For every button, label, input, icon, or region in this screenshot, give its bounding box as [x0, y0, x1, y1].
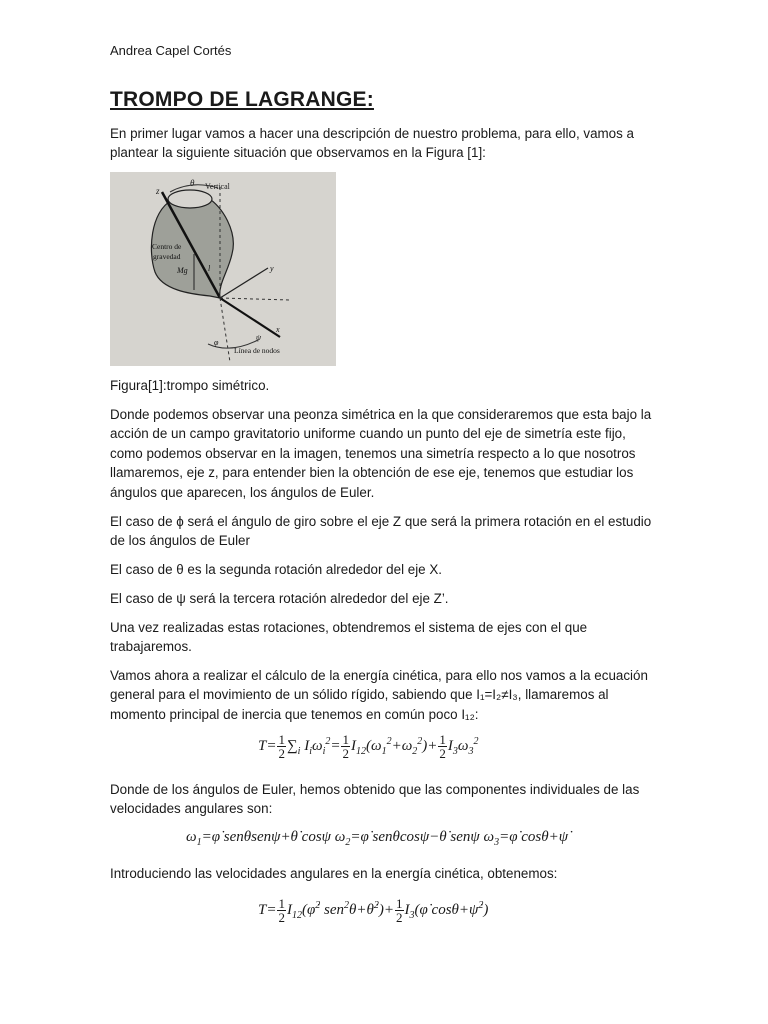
label-psi: ψ — [256, 333, 261, 342]
equation-kinetic-euler: T= $\frac{1}{2}$ $I_{12}(\varphi̇^2$ sen$^2$θ+θ̇$^2$)+ $\frac{1}{2}$ $I_3(\varphi̇$ cosθ+ψ̇$^2$) — [258, 896, 489, 925]
node-line — [220, 298, 280, 337]
paragraph-description: Donde podemos observar una peonza simétrica en la que consideraremos que esta bajo la acción de un campo gravitatorio uniforme cuando un punto del eje de simetría este fijo, como podemos observar en la imagen, tenemos una simetría respecto a lo que nosotros llamaremos, eje z, para entender bien la obtención de ese eje, tenemos que estudiar los ángulos que aparecen, los ángulos de Euler. — [110, 407, 652, 500]
label-z: z — [156, 186, 160, 196]
label-phi: φ — [214, 338, 219, 347]
intro-paragraph: En primer lugar vamos a hacer una descripción de nuestro problema, para ello, vamos a plantear la siguiente situación que observamos en la Figura [1]: — [110, 126, 634, 161]
paragraph-theta: El caso de θ es la segunda rotación alrededor del eje X. — [110, 562, 443, 577]
document-title: TROMPO DE LAGRANGE: — [110, 88, 374, 111]
paragraph-phi: El caso de ϕ será el ángulo de giro sobre el eje Z que será la primera rotación en el estudio de los ángulos de Euler — [110, 514, 652, 549]
paragraph-kinetic: Vamos ahora a realizar el cálculo de la energía cinética, para ello nos vamos a la ecuación general para el movimiento de un sólido rígido, sabiendo que I₁=I₂≠I₃, llamaremos al momento principal de inercia que tenemos en común poco I₁₂: — [110, 668, 648, 722]
label-theta: θ — [190, 178, 195, 188]
label-centro: Centro de — [152, 242, 182, 251]
top-rim — [168, 190, 212, 208]
paragraph-substitution: Introduciendo las velocidades angulares en la energía cinética, obtenemos: — [110, 866, 558, 881]
paragraph-components: Donde de los ángulos de Euler, hemos obtenido que las componentes individuales de las velocidades angulares son: — [110, 782, 640, 817]
top-diagram — [110, 172, 336, 366]
equation-kinetic-energy: T= $\frac{1}{2}$ $\sum_i$ $I_i\omega_i^2=$ $\frac{1}{2}$ $I_{12}(\omega_1^2+\omega_2^2)+$ $\frac{1}{2}$ $I_3\omega_3^2$ — [258, 732, 479, 761]
label-x: x — [276, 325, 280, 334]
figure-caption: Figura[1]:trompo simétrico. — [110, 378, 270, 393]
label-mg: Mg — [177, 266, 188, 275]
label-vertical: Vertical — [205, 182, 230, 191]
lower-dashed-line — [220, 298, 230, 362]
y-axis-line — [220, 268, 268, 298]
horizontal-dashed-line — [220, 298, 290, 300]
paragraph-psi: El caso de ψ será la tercera rotación alrededor del eje Z’. — [110, 591, 449, 606]
paragraph-axes: Una vez realizadas estas rotaciones, obtendremos el sistema de ejes con el que trabajaremos. — [110, 620, 588, 655]
author-header: Andrea Capel Cortés — [110, 43, 232, 58]
label-linea-nodos: Línea de nodos — [234, 346, 280, 355]
label-gravedad: gravedad — [153, 252, 181, 261]
label-l: l — [208, 264, 211, 273]
equation-angular-velocities: $\omega_1=\varphi̇$ senθsenψ+θ̇ cosψ $\omega_2=\varphi̇$ senθcosψ−θ̇ senψ $\omega_3=\varphi̇$ cosθ+ψ̇ — [186, 829, 569, 848]
symmetric-top-figure — [110, 172, 336, 366]
label-y: y — [270, 264, 274, 273]
